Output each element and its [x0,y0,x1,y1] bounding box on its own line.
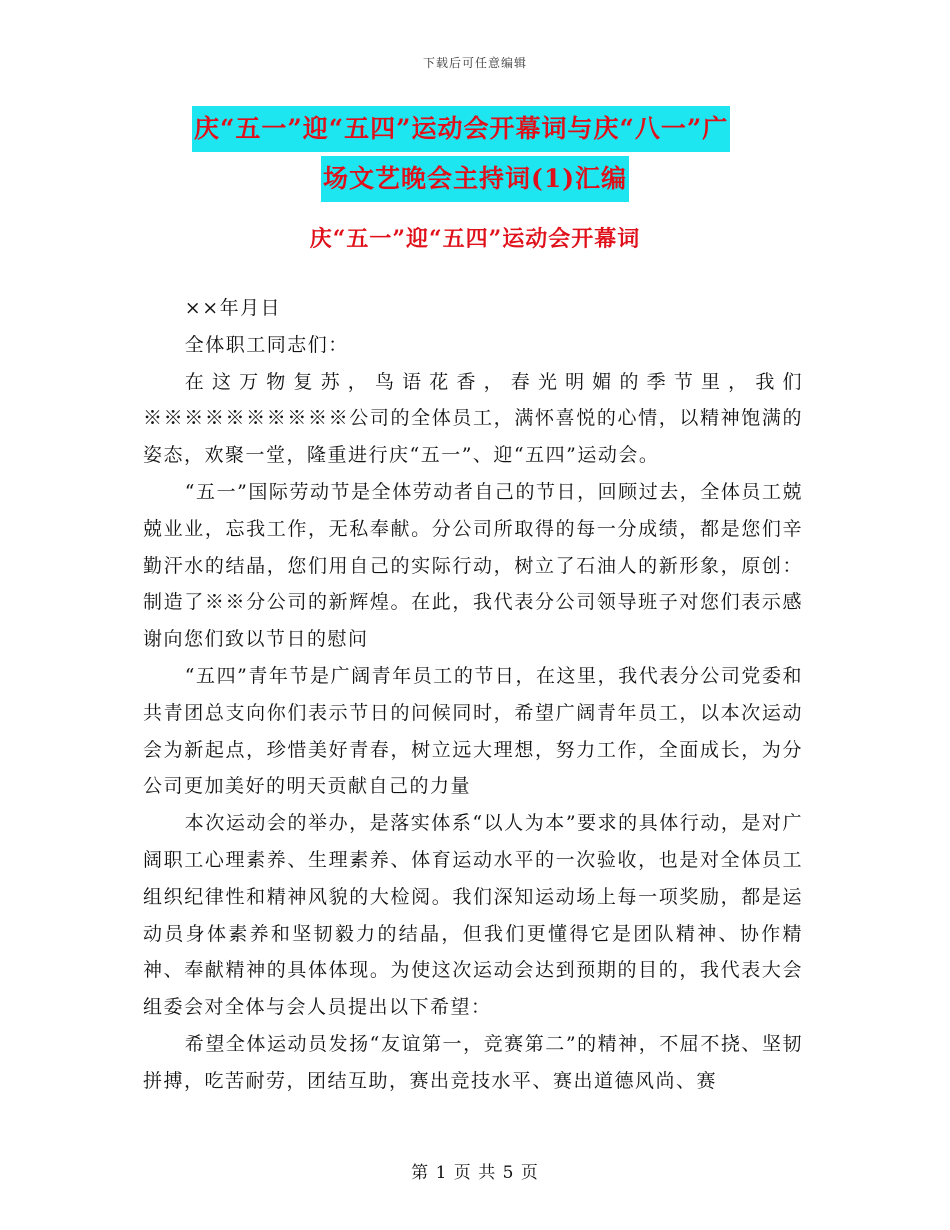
page-footer: 第 1 页 共 5 页 [411,1163,539,1183]
header-note: 下载后可任意编辑 [422,56,527,70]
title-line-1: 庆“五一”迎“五四”运动会开幕词与庆“八一”广 [192,106,730,152]
salutation: 全体职工同志们： [184,333,349,356]
paragraph: “五一”国际劳动节是全体劳动者自己的节日，回顾过去，全体员工兢兢业业，忘我工作，无私奉献。分公司所取得的每一分成绩，都是您们辛勤汗水的结晶，您们用自己的实际行动，树立了石油人的新形象，原创：制造了※※分公司的新辉煌。在此，我代表分公司领导班子对您们表示感谢向您们致以节日的慰问 [143,480,803,651]
section-title: 庆“五一”迎“五四”运动会开幕词 [309,226,641,252]
paragraph: 在这万物复苏，鸟语花香，春光明媚的季节里，我们※※※※※※※※※※公司的全体员工，满怀喜悦的心情，以精神饱满的姿态，欢聚一堂，隆重进行庆“五一”、迎“五四”运动会。 [143,370,803,467]
paragraph: 希望全体运动员发扬“友谊第一，竞赛第二”的精神，不屈不挠、坚韧拼搏，吃苦耐劳，团结互助，赛出竞技水平、赛出道德风尚、赛 [143,1032,803,1092]
paragraph: “五四”青年节是广阔青年员工的节日，在这里，我代表分公司党委和共青团总支向你们表示节日的问候同时，希望广阔青年员工，以本次运动会为新起点，珍惜美好青春，树立远大理想，努力工作，全面成长，为分公司更加美好的明天贡献自己的力量 [143,664,803,798]
paragraph: 本次运动会的举办，是落实体系“以人为本”要求的具体行动，是对广阔职工心理素养、生理素养、体育运动水平的一次验收，也是对全体员工组织纪律性和精神风貌的大检阅。我们深知运动场上每一项奖励，都是运动员身体素养和坚韧毅力的结晶，但我们更懂得它是团队精神、协作精神、奉献精神的具体体现。为使这次运动会达到预期的目的，我代表大会组委会对全体与会人员提出以下希望： [143,812,803,1019]
date-line: ××年月日 [184,297,282,319]
document-body [143,290,803,1100]
title-line-2: 场文艺晚会主持词(1)汇编 [321,156,629,202]
